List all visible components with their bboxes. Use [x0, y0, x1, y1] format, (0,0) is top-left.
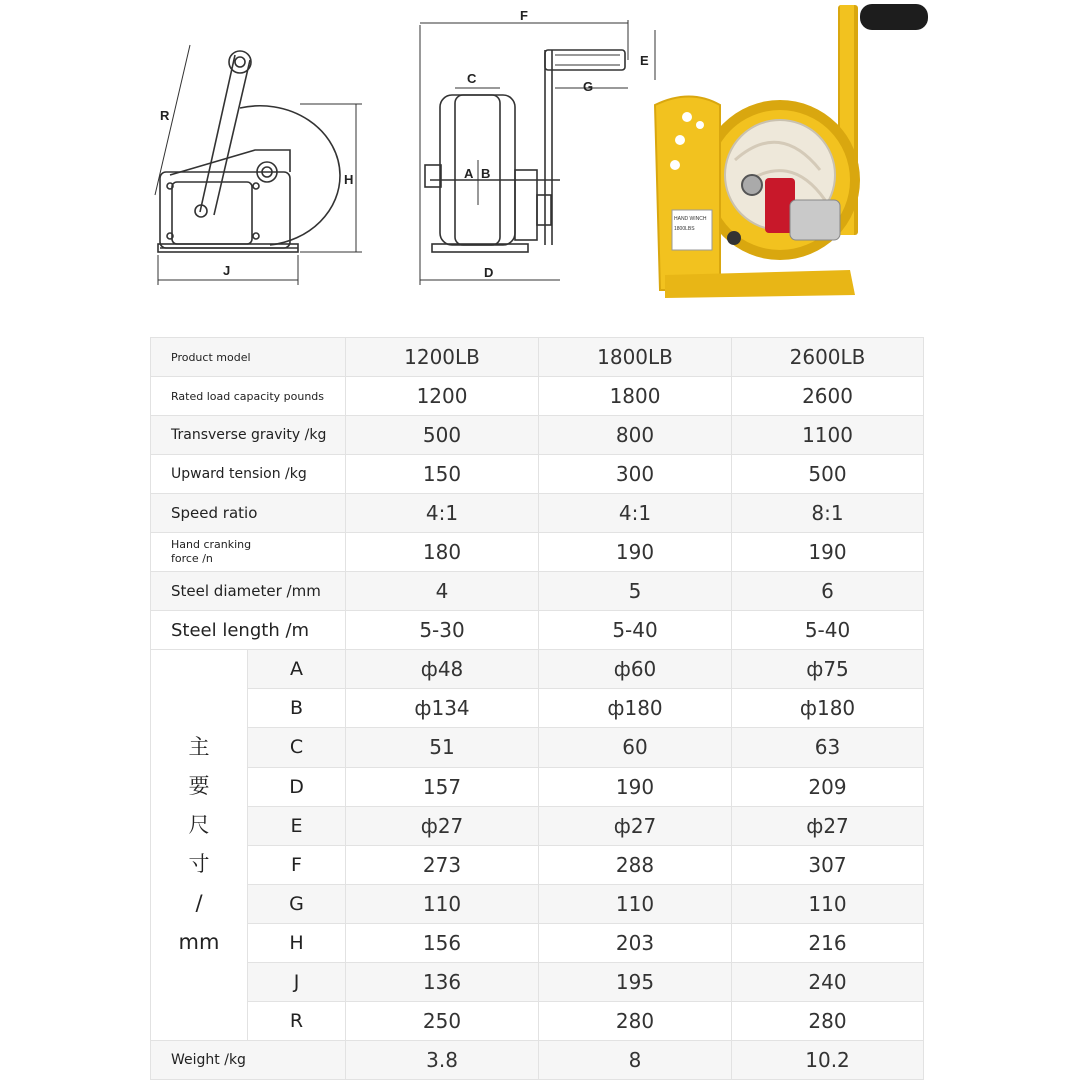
- dimension-row: [151, 1001, 924, 1040]
- table-cell: ф75: [732, 650, 924, 689]
- table-cell: 280: [732, 1001, 924, 1040]
- dim-label-f: F: [520, 8, 528, 23]
- table-cell: 5-30: [346, 611, 539, 650]
- dimension-key: F: [248, 845, 346, 884]
- model-1800lb: 1800LB: [539, 338, 732, 377]
- header-label: Product model: [151, 338, 346, 377]
- table-cell: ф27: [732, 806, 924, 845]
- table-cell: 8: [539, 1040, 732, 1079]
- dimension-key: B: [248, 689, 346, 728]
- table-cell: 110: [346, 884, 539, 923]
- table-cell: 800: [539, 416, 732, 455]
- dimension-key: C: [248, 728, 346, 767]
- table-cell: 150: [346, 455, 539, 494]
- model-1200lb: 1200LB: [346, 338, 539, 377]
- table-row: [151, 494, 924, 533]
- table-cell: 273: [346, 845, 539, 884]
- group-char: 寸: [188, 852, 210, 877]
- table-cell: 190: [539, 767, 732, 806]
- dim-label-r: R: [160, 108, 170, 123]
- table-cell: 157: [346, 767, 539, 806]
- table-cell: 5: [539, 572, 732, 611]
- plate-line-2: 1800LBS: [674, 226, 695, 232]
- row-label-hand-cranking: [151, 533, 346, 572]
- table-cell: 8:1: [732, 494, 924, 533]
- table-cell: 110: [732, 884, 924, 923]
- table-cell: 190: [539, 533, 732, 572]
- dimension-key: H: [248, 923, 346, 962]
- table-cell: 4:1: [539, 494, 732, 533]
- dimension-row: [151, 884, 924, 923]
- dim-label-e: E: [640, 53, 649, 68]
- table-cell: 500: [346, 416, 539, 455]
- table-cell: 63: [732, 728, 924, 767]
- dim-label-h: H: [344, 172, 354, 187]
- model-2600lb: 2600LB: [732, 338, 924, 377]
- dimension-key: G: [248, 884, 346, 923]
- table-cell: 180: [346, 533, 539, 572]
- dim-label-b: B: [481, 166, 491, 181]
- table-row: [151, 1040, 924, 1079]
- dim-label-j: J: [223, 263, 231, 278]
- table-cell: 1200: [346, 377, 539, 416]
- table-cell: 3.8: [346, 1040, 539, 1079]
- table-cell: 300: [539, 455, 732, 494]
- row-label-rated-load: Rated load capacity pounds: [151, 377, 346, 416]
- dimension-row: [151, 845, 924, 884]
- dim-label-d: D: [484, 265, 494, 280]
- row-label-steel-diameter: Steel diameter /mm: [151, 572, 346, 611]
- table-cell: 60: [539, 728, 732, 767]
- table-cell: 1100: [732, 416, 924, 455]
- table-cell: 209: [732, 767, 924, 806]
- dimension-key: D: [248, 767, 346, 806]
- dimension-row: [151, 806, 924, 845]
- table-row: [151, 455, 924, 494]
- table-cell: ф27: [346, 806, 539, 845]
- table-row: [151, 533, 924, 572]
- table-cell: 4:1: [346, 494, 539, 533]
- dimension-key: J: [248, 962, 346, 1001]
- table-cell: 5-40: [732, 611, 924, 650]
- winch-photo: [655, 4, 928, 298]
- table-cell: 110: [539, 884, 732, 923]
- winch-drawings: [0, 0, 1080, 320]
- table-cell: 307: [732, 845, 924, 884]
- group-char: mm: [178, 930, 220, 955]
- dimension-row: [151, 923, 924, 962]
- dimension-group-label: [151, 650, 248, 1040]
- dimension-row: [151, 962, 924, 1001]
- dimension-key: E: [248, 806, 346, 845]
- dimension-row: [151, 728, 924, 767]
- row-label-upward-tension: Upward tension /kg: [151, 455, 346, 494]
- plate-line-1: HAND WINCH: [674, 216, 707, 222]
- dimension-row: [151, 767, 924, 806]
- group-char: 要: [188, 774, 210, 799]
- table-cell: ф48: [346, 650, 539, 689]
- row-label-line: force /n: [171, 552, 213, 566]
- dimension-key: A: [248, 650, 346, 689]
- table-header-row: [151, 338, 924, 377]
- dim-label-c: C: [467, 71, 477, 86]
- table-row: [151, 416, 924, 455]
- table-cell: 5-40: [539, 611, 732, 650]
- row-label-transverse-gravity: Transverse gravity /kg: [151, 416, 346, 455]
- table-cell: ф60: [539, 650, 732, 689]
- table-cell: 280: [539, 1001, 732, 1040]
- row-label-steel-length: Steel length /m: [151, 611, 346, 650]
- group-char: 主: [188, 735, 210, 760]
- table-row: [151, 572, 924, 611]
- table-cell: 195: [539, 962, 732, 1001]
- table-cell: 10.2: [732, 1040, 924, 1079]
- dimension-row: [151, 650, 924, 689]
- dim-label-g: G: [583, 79, 594, 94]
- dimension-key: R: [248, 1001, 346, 1040]
- table-cell: 6: [732, 572, 924, 611]
- dimension-row: [151, 689, 924, 728]
- table-cell: 250: [346, 1001, 539, 1040]
- table-cell: 4: [346, 572, 539, 611]
- table-cell: 190: [732, 533, 924, 572]
- dim-label-a: A: [464, 166, 474, 181]
- group-char: /: [195, 891, 203, 916]
- figure-area: [0, 0, 1080, 320]
- row-label-line: Hand cranking: [171, 538, 252, 552]
- table-cell: 500: [732, 455, 924, 494]
- table-cell: ф27: [539, 806, 732, 845]
- table-cell: ф134: [346, 689, 539, 728]
- front-view-drawing: [420, 20, 655, 285]
- table-cell: ф180: [539, 689, 732, 728]
- table-cell: 51: [346, 728, 539, 767]
- table-row: [151, 377, 924, 416]
- table-cell: 156: [346, 923, 539, 962]
- table-cell: 136: [346, 962, 539, 1001]
- side-view-drawing: [155, 45, 362, 285]
- table-cell: 216: [732, 923, 924, 962]
- row-label-speed-ratio: Speed ratio: [151, 494, 346, 533]
- table-cell: 1800: [539, 377, 732, 416]
- table-cell: 203: [539, 923, 732, 962]
- table-cell: 288: [539, 845, 732, 884]
- table-cell: 2600: [732, 377, 924, 416]
- table-cell: ф180: [732, 689, 924, 728]
- table-row: [151, 611, 924, 650]
- row-label-weight: Weight /kg: [151, 1040, 346, 1079]
- spec-table: [150, 337, 924, 1080]
- group-char: 尺: [188, 813, 210, 838]
- table-cell: 240: [732, 962, 924, 1001]
